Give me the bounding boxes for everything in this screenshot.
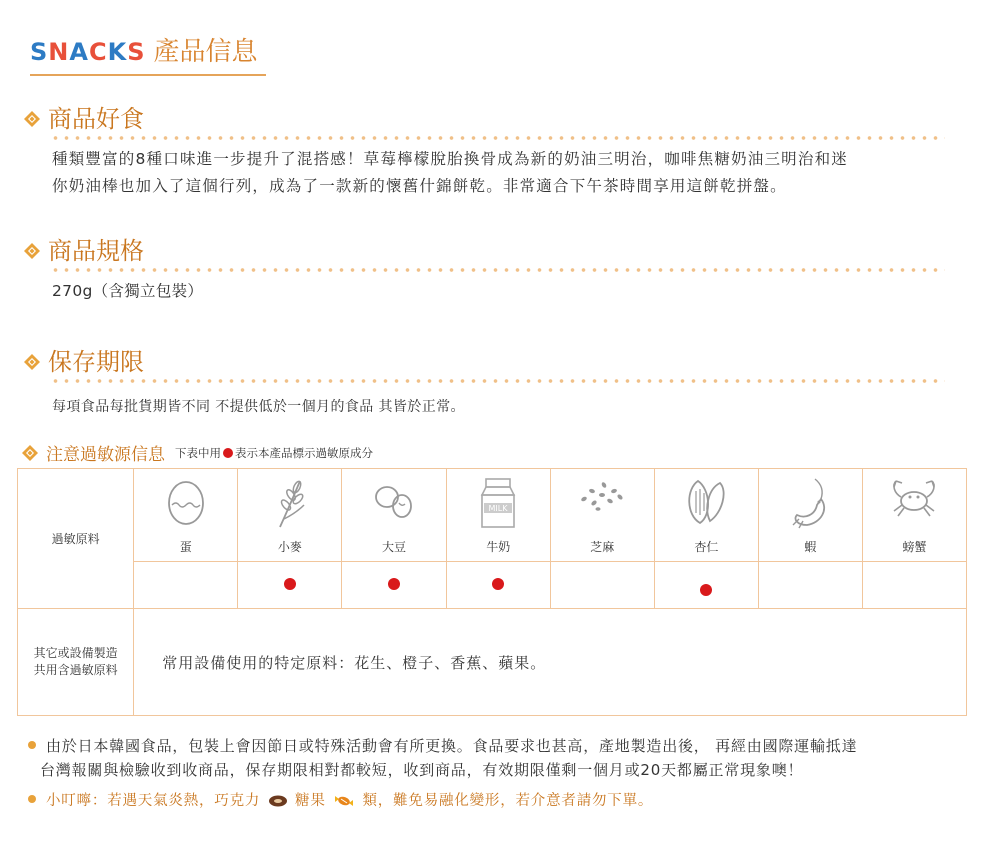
- reminder-text-a: 小叮嚀：若遇天氣炎熱，巧克力: [46, 793, 261, 809]
- row-header-line: 其它或設備製造: [33, 646, 118, 660]
- diamond-icon: [24, 243, 40, 259]
- mark-cell-milk: [446, 562, 550, 609]
- brand-letter: K: [107, 38, 128, 66]
- row-header-allergens: 過敏原料: [18, 469, 134, 609]
- almond-icon: [680, 475, 732, 527]
- section-header-good-food: [24, 104, 144, 134]
- allergen-label: 大豆: [382, 540, 407, 554]
- dotted-divider: [50, 136, 945, 140]
- note-line: [28, 734, 857, 758]
- snacks-logo: [30, 32, 146, 72]
- import-note: [28, 734, 857, 782]
- mark-cell-soybean: [342, 562, 446, 609]
- legend-text-after: 表示本產品標示過敏原成分: [235, 445, 373, 460]
- note-line-text: 由於日本韓國食品，包裝上會因節日或特殊活動會有所更換。食品要求也甚高，產地製造出後， 再經由國際運輸抵達: [46, 737, 858, 755]
- allergy-title: 注意過敏源信息: [46, 445, 165, 465]
- allergen-cell-shrimp: [758, 469, 862, 562]
- allergy-table: [17, 468, 967, 716]
- allergen-label: 蝦: [804, 540, 817, 554]
- legend-text-before: 下表中用: [175, 445, 221, 460]
- allergen-cell-milk: [446, 469, 550, 562]
- mark-cell-egg: [134, 562, 238, 609]
- brand-letter: S: [30, 38, 49, 66]
- allergen-cell-sesame: [550, 469, 654, 562]
- allergen-cell-wheat: [238, 469, 342, 562]
- chocolate-icon: [268, 795, 288, 807]
- diamond-icon: [24, 111, 40, 127]
- brand-letter: A: [69, 38, 89, 66]
- allergy-legend: [175, 445, 373, 461]
- reminder-note: [28, 789, 653, 813]
- row-header-line: 共用含過敏原料: [33, 663, 118, 677]
- allergen-label: 杏仁: [694, 540, 719, 554]
- allergen-label: 蛋: [179, 540, 192, 554]
- bullet-icon: [28, 741, 36, 749]
- note-line: 台灣報關與檢驗收到收商品，保存期限相對都較短，收到商品，有效期限僅剩一個月或20天都屬正常現象噢！: [40, 761, 804, 779]
- page-title: 產品信息: [153, 37, 258, 67]
- red-dot-icon: [388, 578, 400, 590]
- allergen-cell-egg: [134, 469, 238, 562]
- mark-cell-crab: [862, 562, 966, 609]
- section-body-good-food: [52, 146, 848, 200]
- bullet-icon: [28, 795, 36, 803]
- body-line: 每項食品每批貨期皆不同 不提供低於一個月的食品 其皆於正常。: [52, 399, 465, 415]
- section-header-shelf-life: [24, 347, 144, 377]
- egg-icon: [164, 475, 208, 527]
- diamond-icon: [24, 354, 40, 370]
- red-dot-icon: [284, 578, 296, 590]
- table-row: [18, 469, 967, 562]
- section-body-shelf-life: [52, 394, 465, 421]
- allergen-label: 牛奶: [486, 540, 511, 554]
- section-title: 保存期限: [48, 348, 144, 376]
- reminder-text-b: 糖果: [295, 793, 326, 809]
- mark-cell-wheat: [238, 562, 342, 609]
- red-dot-icon: [700, 584, 712, 596]
- dotted-divider: [50, 379, 945, 383]
- brand-letter: C: [88, 38, 108, 66]
- allergy-header: [22, 440, 373, 465]
- mark-cell-shrimp: [758, 562, 862, 609]
- table-row-marks: [18, 562, 967, 609]
- candy-icon: [333, 793, 355, 809]
- red-dot-icon: [223, 448, 233, 458]
- shared-equipment-text: 常用設備使用的特定原料：花生、橙子、香蕉、蘋果。: [134, 609, 967, 716]
- row-header-shared-equipment: [18, 609, 134, 716]
- brand-letter: S: [127, 38, 146, 66]
- sesame-icon: [574, 475, 630, 515]
- allergen-label: 螃蟹: [902, 540, 927, 554]
- dotted-divider: [50, 268, 945, 272]
- allergen-label: 小麥: [277, 540, 302, 554]
- allergen-cell-soybean: [342, 469, 446, 562]
- allergen-cell-almond: [654, 469, 758, 562]
- section-title: 商品好食: [48, 105, 144, 133]
- table-row-shared: [18, 609, 967, 716]
- allergen-cell-crab: [862, 469, 966, 562]
- allergen-label: 芝麻: [590, 540, 615, 554]
- reminder-text-c: 類，難免易融化變形，若介意者請勿下單。: [362, 793, 654, 809]
- body-line: 你奶油棒也加入了這個行列，成為了一款新的懷舊什錦餅乾。非常適合下午茶時間享用這餅乾拼盤。: [52, 177, 787, 195]
- red-dot-icon: [492, 578, 504, 590]
- wheat-icon: [270, 475, 310, 531]
- mark-cell-sesame: [550, 562, 654, 609]
- body-line: 種類豐富的8種口味進一步提升了混搭感！草莓檸檬脫胎換骨成為新的奶油三明治，咖啡焦糖奶油三明治和迷: [52, 150, 848, 168]
- diamond-icon: [22, 445, 38, 461]
- body-line: 270g（含獨立包裝）: [52, 282, 204, 300]
- mark-cell-almond: [654, 562, 758, 609]
- shrimp-icon: [785, 475, 835, 531]
- section-title: 商品規格: [48, 237, 144, 265]
- page-header: [30, 32, 266, 76]
- section-header-spec: [24, 236, 144, 266]
- section-body-spec: [52, 278, 203, 305]
- soybean-icon: [369, 475, 419, 525]
- svg-text:MILK: MILK: [488, 504, 508, 513]
- milk-icon: [478, 475, 518, 531]
- brand-letter: N: [48, 38, 70, 66]
- crab-icon: [888, 475, 940, 519]
